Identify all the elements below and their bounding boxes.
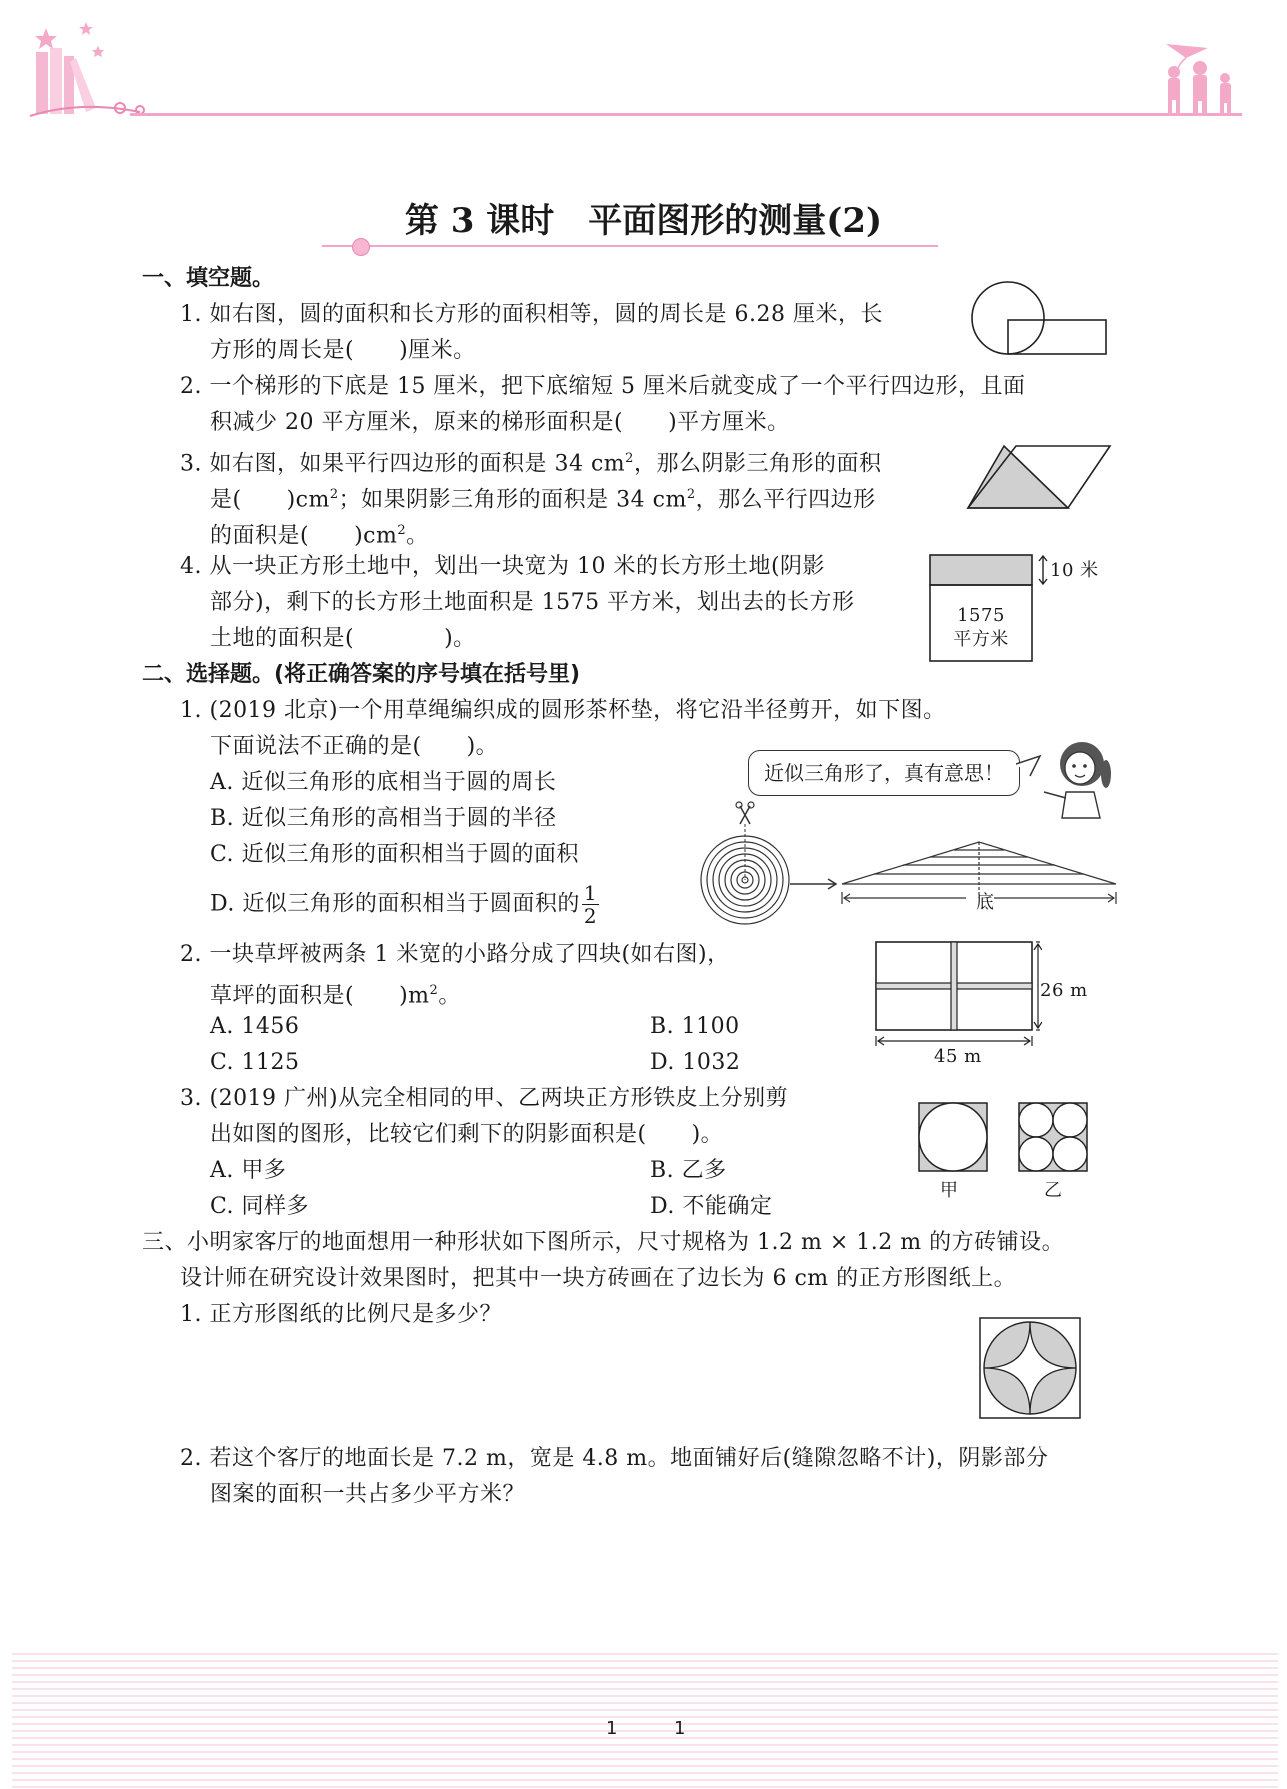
s1-q4-line1: 4. 从一块正方形土地中，划出一块宽为 10 米的长方形土地(阴影 (180, 554, 826, 579)
books-icon (30, 48, 144, 116)
s2-q2-line2: 草坪的面积是( )$m^2$。 (210, 983, 461, 1009)
s2-q2-option-c: C. 1125 (210, 1050, 300, 1075)
fig-width-label: 10 米 (1050, 560, 1099, 581)
s1-q1-line1: 1. 如右图，圆的面积和长方形的面积相等，圆的周长是 6.28 厘米，长 (180, 302, 883, 327)
s2-q3-option-a: A. 甲多 (210, 1158, 287, 1183)
scissors-icon (736, 802, 754, 824)
s1-q2-line1: 2. 一个梯形的下底是 15 厘米，把下底缩短 5 厘米后就变成了一个平行四边形，且面 (180, 374, 1026, 399)
s2-q1-option-a: A. 近似三角形的底相当于圆的周长 (210, 770, 557, 795)
s3-q2-line1: 2. 若这个客厅的地面长是 7.2 m，宽是 4.8 m。地面铺好后(缝隙忽略不计)，阴影部分 (180, 1446, 1049, 1471)
circle-rectangle-figure (970, 278, 1110, 358)
lawn-width-label: 45 m (934, 1046, 982, 1067)
fig-area-value: 1575 (957, 605, 1005, 626)
s2-q3-line2: 出如图的图形，比较它们剩下的阴影面积是( )。 (210, 1122, 724, 1147)
s1-q3-line1: 3. 如右图，如果平行四边形的面积是 34 $cm^2$，那么阴影三角形的面积 (180, 451, 882, 477)
title-underline (322, 245, 938, 247)
s3-q2-line2: 图案的面积一共占多少平方米？ (210, 1482, 526, 1507)
triangle-base-label: 底 (976, 892, 995, 913)
page-number-left: 1 (606, 1718, 618, 1739)
title-bullet (352, 238, 370, 256)
s1-q3-line2: 是( )$cm^2$；如果阴影三角形的面积是 34 $cm^2$，那么平行四边形 (210, 487, 876, 513)
speech-bubble: 近似三角形了，真有意思！ (748, 750, 1020, 796)
s2-q1-line1: 1. (2019 北京)一个用草绳编织成的圆形茶杯垫，将它沿半径剪开，如下图。 (180, 698, 946, 723)
s2-q3-option-b: B. 乙多 (650, 1158, 727, 1183)
s1-q3-line3: 的面积是( )$cm^2$。 (210, 523, 429, 549)
s3-q1: 1. 正方形图纸的比例尺是多少？ (180, 1302, 502, 1327)
header-rule (130, 113, 1242, 116)
s1-q4-line2: 部分)，剩下的长方形土地面积是 1575 平方米，划出去的长方形 (210, 590, 855, 615)
arrow-right-icon (790, 879, 836, 889)
page-title: 第 3 课时 平面图形的测量(2) (404, 201, 883, 241)
fig-area-unit: 平方米 (953, 629, 1009, 650)
label-jia: 甲 (940, 1180, 959, 1201)
star-icon (35, 22, 104, 57)
lawn-height-label: 26 m (1040, 980, 1088, 1001)
s2-q2-line1: 2. 一块草坪被两条 1 米宽的小路分成了四块(如右图)， (180, 942, 730, 967)
s2-q2-option-d: D. 1032 (650, 1050, 741, 1075)
section3-line2: 设计师在研究设计效果图时，把其中一块方砖画在了边长为 6 cm 的正方形图纸上。 (180, 1266, 1017, 1291)
section3-line1: 三、小明家客厅的地面想用一种形状如下图所示，尺寸规格为 1.2 m × 1.2 m 的方砖铺设。 (142, 1230, 1065, 1255)
one-half-fraction: $\frac{1}{2}$ (583, 881, 598, 928)
page-number-right: 1 (674, 1718, 686, 1739)
s2-q1-line2: 下面说法不正确的是( )。 (210, 734, 499, 759)
s2-q2-option-b: B. 1100 (650, 1014, 740, 1039)
parallelogram-figure (966, 442, 1112, 512)
footer-band (12, 1653, 1278, 1789)
lawn-paths-figure (872, 938, 1042, 1050)
s1-q4-line3: 土地的面积是( )。 (210, 626, 476, 651)
header-decoration (0, 0, 1287, 140)
s1-q1-line2: 方形的周长是( )厘米。 (210, 338, 476, 363)
tile-pattern-figure (978, 1316, 1082, 1420)
s1-q2-line2: 积减少 20 平方厘米，原来的梯形面积是( )平方厘米。 (210, 410, 790, 435)
jia-yi-squares-figure (916, 1100, 1092, 1176)
s2-q2-option-a: A. 1456 (210, 1014, 300, 1039)
s2-q1-option-c: C. 近似三角形的面积相当于圆的面积 (210, 842, 580, 867)
children-kite-icon (1166, 44, 1231, 115)
s2-q1-option-d: D. 近似三角形的面积相当于圆面积的 $\frac{1}{2}$ (210, 881, 598, 928)
s2-q3-option-d: D. 不能确定 (650, 1194, 773, 1219)
coaster-to-triangle-figure (690, 800, 1120, 940)
s2-q3-option-c: C. 同样多 (210, 1194, 310, 1219)
section2-heading: 二、选择题。(将正确答案的序号填在括号里) (142, 662, 581, 687)
width-arrow (1036, 554, 1050, 586)
s2-q1-option-b: B. 近似三角形的高相当于圆的半径 (210, 806, 557, 831)
section1-heading: 一、填空题。 (142, 266, 275, 291)
s2-q3-line1: 3. (2019 广州)从完全相同的甲、乙两块正方形铁皮上分别剪 (180, 1086, 789, 1111)
label-yi: 乙 (1044, 1180, 1063, 1201)
